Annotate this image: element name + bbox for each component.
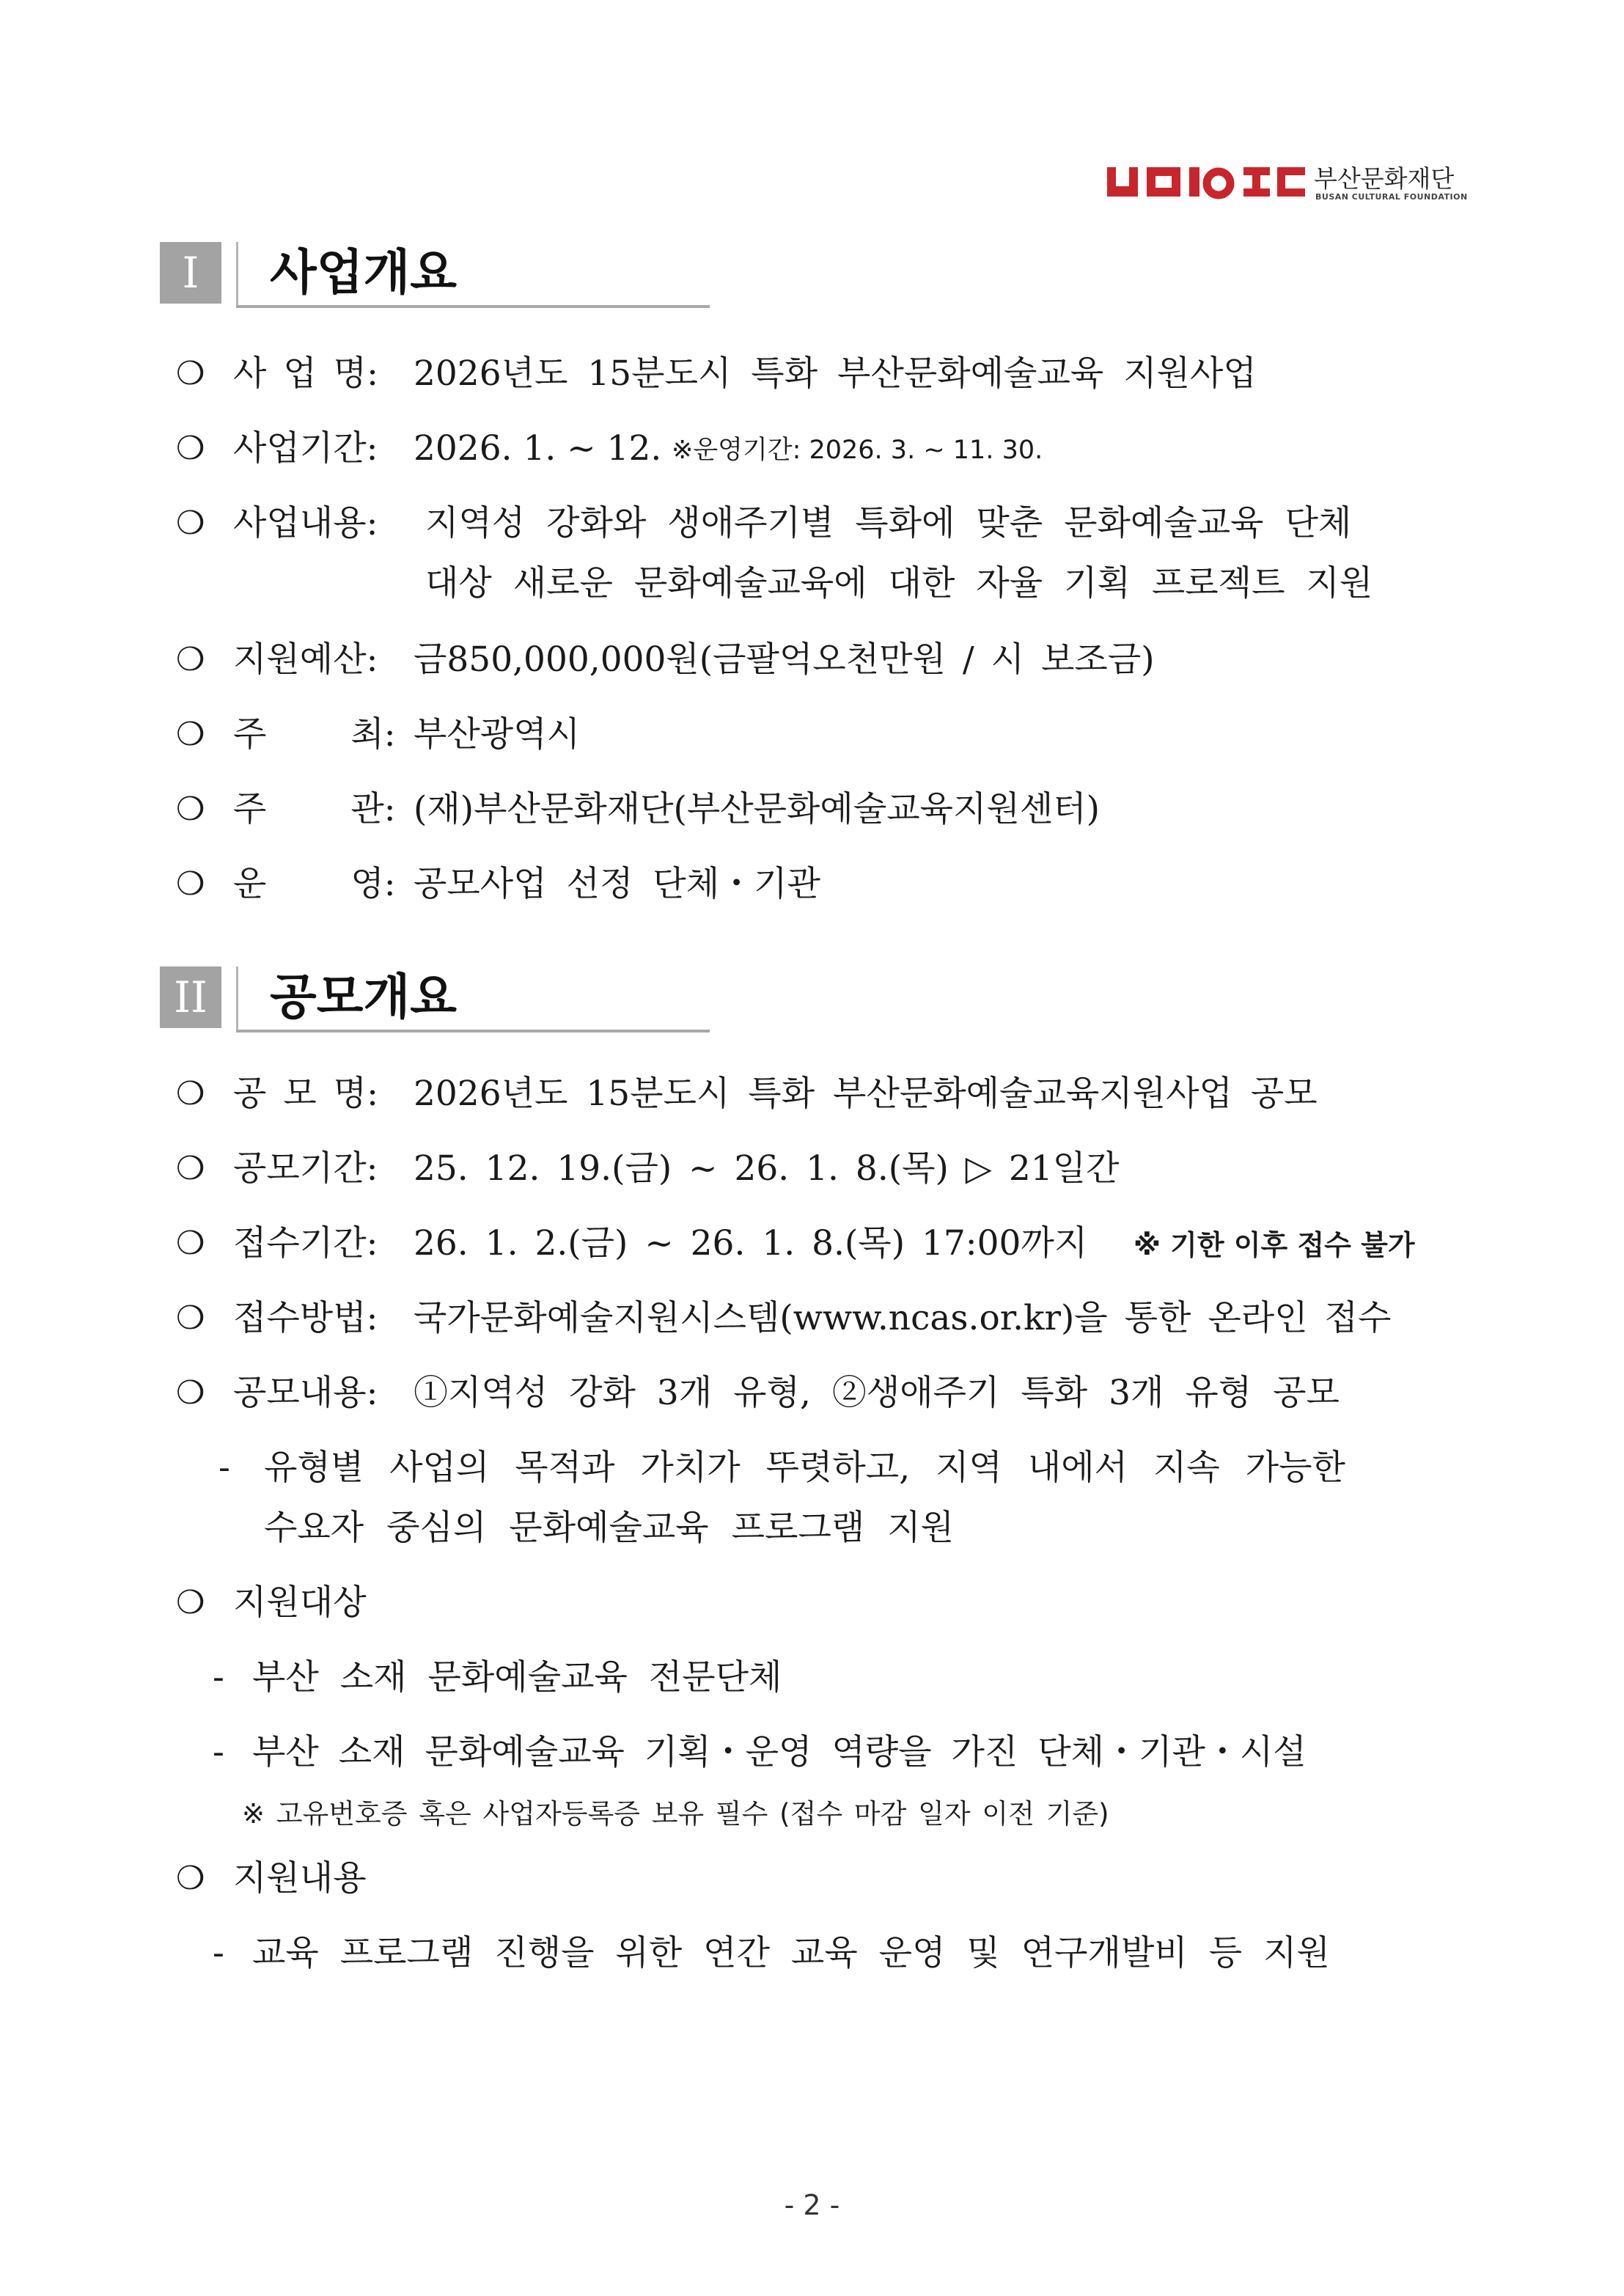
item-value: 2026. 1. ~ 12. [414, 428, 662, 469]
bullet-icon: ❍ [176, 865, 205, 903]
bullet-icon: ❍ [176, 791, 205, 828]
item-value: 2026년도 15분도시 특화 부산문화예술교육지원사업 공모 [414, 1074, 1318, 1114]
section-2-number: II [160, 967, 221, 1028]
bullet-icon: ❍ [176, 1584, 205, 1621]
section-1-underline [236, 305, 710, 308]
bullet-icon: ❍ [176, 716, 205, 753]
item-label: 사업기간: [233, 428, 378, 469]
bullet-icon: ❍ [176, 430, 205, 467]
operation-period-note: ※운영기간: 2026. 3. ~ 11. 30. [672, 436, 1043, 465]
section-2-title: 공모개요 [270, 969, 458, 1025]
item-label: 공모기간: [233, 1148, 378, 1189]
section-1-header [160, 242, 710, 308]
subitem-text-continued: 수요자 중심의 문화예술교육 프로그램 지원 [264, 1508, 954, 1548]
bullet-icon: ❍ [176, 1150, 205, 1187]
bullet-icon: ❍ [176, 505, 205, 542]
section-2-divider [236, 967, 238, 1031]
item-label: 주 최: [233, 714, 396, 755]
item-value: 공모사업 선정 단체・기관 [414, 864, 820, 904]
bullet-icon: ❍ [176, 1299, 205, 1337]
section-2-header [160, 967, 710, 1033]
item-label: 사 업 명: [233, 353, 378, 394]
section-1-number: I [160, 242, 221, 304]
item-label: 접수기간: [233, 1223, 378, 1263]
subitem-text: 부산 소재 문화예술교육 전문단체 [252, 1657, 782, 1698]
item-label: 주 관: [233, 789, 396, 829]
bullet-icon: ❍ [176, 1225, 205, 1262]
bullet-icon: ❍ [176, 1075, 205, 1112]
subitem-text: 유형별 사업의 목적과 가치가 뚜렷하고, 지역 내에서 지속 가능한 [264, 1448, 1345, 1488]
subitem-text: 부산 소재 문화예술교육 기획・운영 역량을 가진 단체・기관・시설 [252, 1732, 1307, 1772]
item-label: 지원예산: [233, 639, 378, 680]
item-value: 25. 12. 19.(금) ~ 26. 1. 8.(목) ▷ 21일간 [414, 1148, 1120, 1189]
item-value: 2026년도 15분도시 특화 부산문화예술교육 지원사업 [414, 353, 1257, 394]
bullet-icon: ❍ [176, 641, 205, 678]
item-label: 사업내용: [233, 503, 378, 543]
bullet-icon: ❍ [176, 1374, 205, 1412]
item-label: 지원대상 [233, 1582, 367, 1623]
item-value: 지역성 강화와 생애주기별 특화에 맞춘 문화예술교육 단체 [425, 503, 1352, 543]
section-1-title: 사업개요 [270, 244, 458, 301]
item-value: 금850,000,000원(금팔억오천만원 / 시 보조금) [414, 639, 1155, 680]
foundation-logo [1107, 160, 1466, 208]
section-1-divider [236, 242, 238, 307]
item-value: 국가문화예술지원시스템(www.ncas.or.kr)을 통한 온라인 접수 [414, 1298, 1392, 1338]
item-label: 접수방법: [233, 1298, 378, 1338]
item-label: 공 모 명: [233, 1074, 378, 1114]
section-2-underline [236, 1030, 710, 1033]
busan-cultural-foundation-logo-mark [1107, 164, 1305, 199]
item-label: 운 영: [233, 864, 396, 904]
item-value: 부산광역시 [414, 714, 581, 755]
bullet-icon: ❍ [176, 355, 205, 392]
dash-marker: - [213, 1657, 224, 1698]
foundation-name-korean: 부산문화재단 [1314, 164, 1455, 193]
item-label: 지원내용 [233, 1858, 367, 1899]
page-number: - 2 - [784, 2189, 840, 2221]
dash-marker: - [218, 1448, 230, 1488]
item-value: ①지역성 강화 3개 유형, ②생애주기 특화 3개 유형 공모 [414, 1373, 1340, 1413]
subitem-text: 교육 프로그램 진행을 위한 연간 교육 운영 및 연구개발비 등 지원 [252, 1933, 1330, 1973]
bullet-icon: ❍ [176, 1860, 205, 1897]
deadline-warning: ※ 기한 이후 접수 불가 [1134, 1229, 1415, 1261]
item-value: 26. 1. 2.(금) ~ 26. 1. 8.(목) 17:00까지 [414, 1223, 1088, 1263]
registration-note: ※ 고유번호증 혹은 사업자등록증 보유 필수 (접수 마감 일자 이전 기준) [242, 1798, 1109, 1830]
item-value-continued: 대상 새로운 문화예술교육에 대한 자율 기획 프로젝트 지원 [425, 563, 1373, 604]
item-value: (재)부산문화재단(부산문화예술교육지원센터) [414, 789, 1100, 829]
dash-marker: - [213, 1933, 224, 1973]
dash-marker: - [213, 1732, 224, 1772]
foundation-name-english: BUSAN CULTURAL FOUNDATION [1315, 192, 1468, 202]
item-label: 공모내용: [233, 1373, 378, 1413]
